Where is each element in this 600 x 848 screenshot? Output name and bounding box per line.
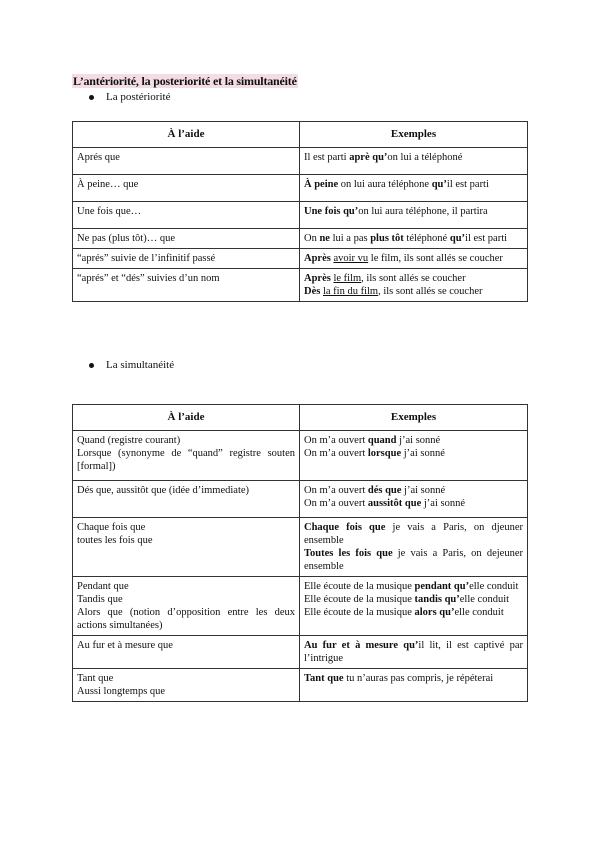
table-header-row bbox=[73, 122, 528, 148]
posteriorite-table bbox=[72, 121, 528, 302]
example-cell: Après le film, ils sont allés se coucher Dès la fin du film, ils sont allés se coucher bbox=[300, 269, 528, 302]
table-row bbox=[73, 229, 528, 249]
document-title: L’antériorité, la posteriorité et la simultanéité bbox=[73, 74, 297, 88]
table-row bbox=[73, 518, 528, 577]
table-header-row bbox=[73, 405, 528, 431]
example-cell: Il est parti aprè qu’on lui a téléphoné bbox=[300, 148, 528, 175]
aide-cell: “aprés” suivie de l’infinitif passé bbox=[73, 249, 300, 269]
aide-cell: À peine… que bbox=[73, 175, 300, 202]
table-row bbox=[73, 431, 528, 481]
table-row bbox=[73, 202, 528, 229]
table-row bbox=[73, 636, 528, 669]
bullet-simultaneite bbox=[89, 359, 174, 372]
section2-heading: La simultanéité bbox=[106, 359, 175, 371]
table-row bbox=[73, 148, 528, 175]
example-cell: Une fois qu’on lui aura téléphone, il partira bbox=[300, 202, 528, 229]
col-header-aide: À l’aide bbox=[73, 122, 300, 148]
example-cell: Tant que tu n’auras pas compris, je répéterai bbox=[300, 669, 528, 702]
example-cell: Après avoir vu le film, ils sont allés se coucher bbox=[300, 249, 528, 269]
aide-cell: Pendant que Tandis que Alors que (notion d’opposition entre les deux actions simultanées) bbox=[73, 577, 300, 636]
aide-cell: Ne pas (plus tôt)… que bbox=[73, 229, 300, 249]
table-row bbox=[73, 249, 528, 269]
aide-cell: Chaque fois que toutes les fois que bbox=[73, 518, 300, 577]
aide-cell: Au fur et à mesure que bbox=[73, 636, 300, 669]
simultaneite-table bbox=[72, 404, 528, 702]
aide-cell: Tant que Aussi longtemps que bbox=[73, 669, 300, 702]
table-row bbox=[73, 269, 528, 302]
aide-cell: Aprés que bbox=[73, 148, 300, 175]
section1-heading: La postériorité bbox=[106, 91, 171, 103]
bullet-icon bbox=[89, 363, 94, 368]
aide-cell: Dés que, aussitôt que (idée d’immediate) bbox=[73, 481, 300, 518]
example-cell: On m’a ouvert dés que j’ai sonné On m’a ouvert aussitôt que j’ai sonné bbox=[300, 481, 528, 518]
table-row bbox=[73, 669, 528, 702]
table-row bbox=[73, 577, 528, 636]
example-cell: On m’a ouvert quand j’ai sonné On m’a ouvert lorsque j’ai sonné bbox=[300, 431, 528, 481]
col-header-exemples: Exemples bbox=[300, 405, 528, 431]
col-header-aide: À l’aide bbox=[73, 405, 300, 431]
table-row bbox=[73, 175, 528, 202]
example-cell: On ne lui a pas plus tôt téléphoné qu’il est parti bbox=[300, 229, 528, 249]
col-header-exemples: Exemples bbox=[300, 122, 528, 148]
bullet-posteriorite bbox=[89, 91, 170, 104]
aide-cell: “aprés” et “dés” suivies d’un nom bbox=[73, 269, 300, 302]
aide-cell: Quand (registre courant) Lorsque (synonyme de “quand” registre souten [formal]) bbox=[73, 431, 300, 481]
table-row bbox=[73, 481, 528, 518]
example-cell: Au fur et à mesure qu’il lit, il est captivé par l’intrigue bbox=[300, 636, 528, 669]
bullet-icon bbox=[89, 95, 94, 100]
aide-cell: Une fois que… bbox=[73, 202, 300, 229]
example-cell: Chaque fois que je vais a Paris, on djeuner ensemble Toutes les fois que je vais a Paris, on dejeuner ensemble bbox=[300, 518, 528, 577]
example-cell: Elle écoute de la musique pendant qu’elle conduit Elle écoute de la musique tandis qu’elle conduit Elle écoute de la musique alors qu’elle conduit bbox=[300, 577, 528, 636]
example-cell: À peine on lui aura téléphone qu’il est parti bbox=[300, 175, 528, 202]
